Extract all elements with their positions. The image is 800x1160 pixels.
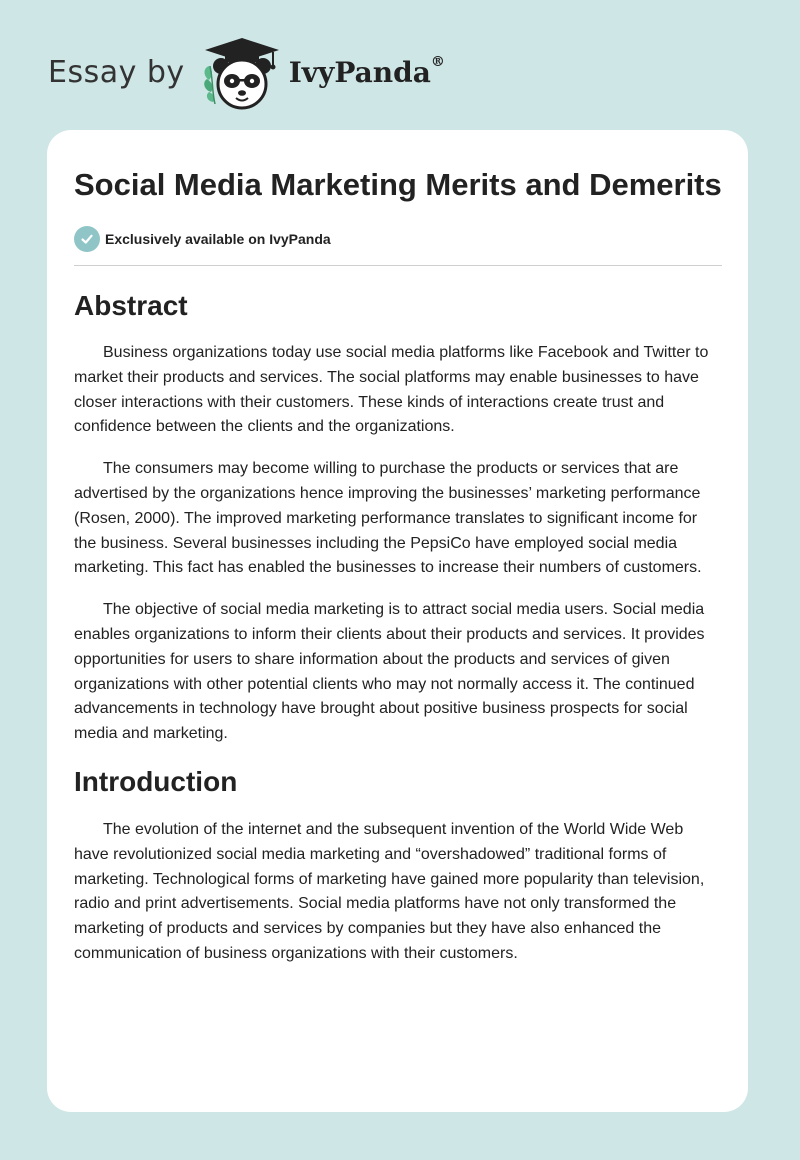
- site-header: [48, 32, 445, 112]
- exclusive-badge: [74, 225, 722, 253]
- divider: [74, 265, 722, 266]
- exclusive-badge-text: Exclusively available on IvyPanda: [105, 231, 331, 247]
- registered-mark: ®: [430, 53, 445, 70]
- paragraph: The consumers may become willing to purchase the products or services that are advertised by the organizations hence improving the businesses’ marketing performance (Rosen, 2000). The improved marketing performance translates to significant income for the business. Several businesses including the PepsiCo have employed social media marketing. This fact has enabled the businesses to increase their numbers of customers.: [74, 460, 702, 577]
- section-heading-introduction: Introduction: [74, 765, 238, 797]
- section-heading-abstract: Abstract: [74, 290, 188, 321]
- paragraph: Business organizations today use social media platforms like Facebook and Twitter to market their products and services. The social platforms may enable businesses to have closer interactions with their customers. These kinds of interactions create trust and confidence between the clients and the organizations.: [74, 344, 709, 436]
- page-title: Social Media Marketing Merits and Demerits: [74, 167, 722, 202]
- brand-name-text: IvyPanda: [288, 55, 431, 89]
- paragraph: The objective of social media marketing is to attract social media users. Social media enables organizations to inform their clients about their products and services. It provides opportunities for users to share information about the products and services of given organizations with other potential clients who may not normally access it. The continued advancements in technology have brought about positive business prospects for social media and marketing.: [74, 601, 705, 743]
- check-circle-icon: [74, 226, 100, 252]
- section-introduction: [74, 765, 722, 967]
- essay-card: [47, 130, 748, 1112]
- section-abstract: [74, 289, 722, 747]
- paragraph: The evolution of the internet and the subsequent invention of the World Wide Web have revolutionized social media marketing and “overshadowed” traditional forms of marketing. Technological forms of marketing have gained more popularity than television, radio and print advertisements. Social media platforms have not only transformed the marketing of products and services by companies but they have also enhanced the communication of business organizations with their customers.: [74, 820, 705, 962]
- ivy-leaf-icon: [204, 66, 215, 104]
- brand-prefix: Essay by: [48, 54, 185, 90]
- brand-name: [288, 53, 445, 89]
- panda-logo-icon[interactable]: [199, 32, 285, 112]
